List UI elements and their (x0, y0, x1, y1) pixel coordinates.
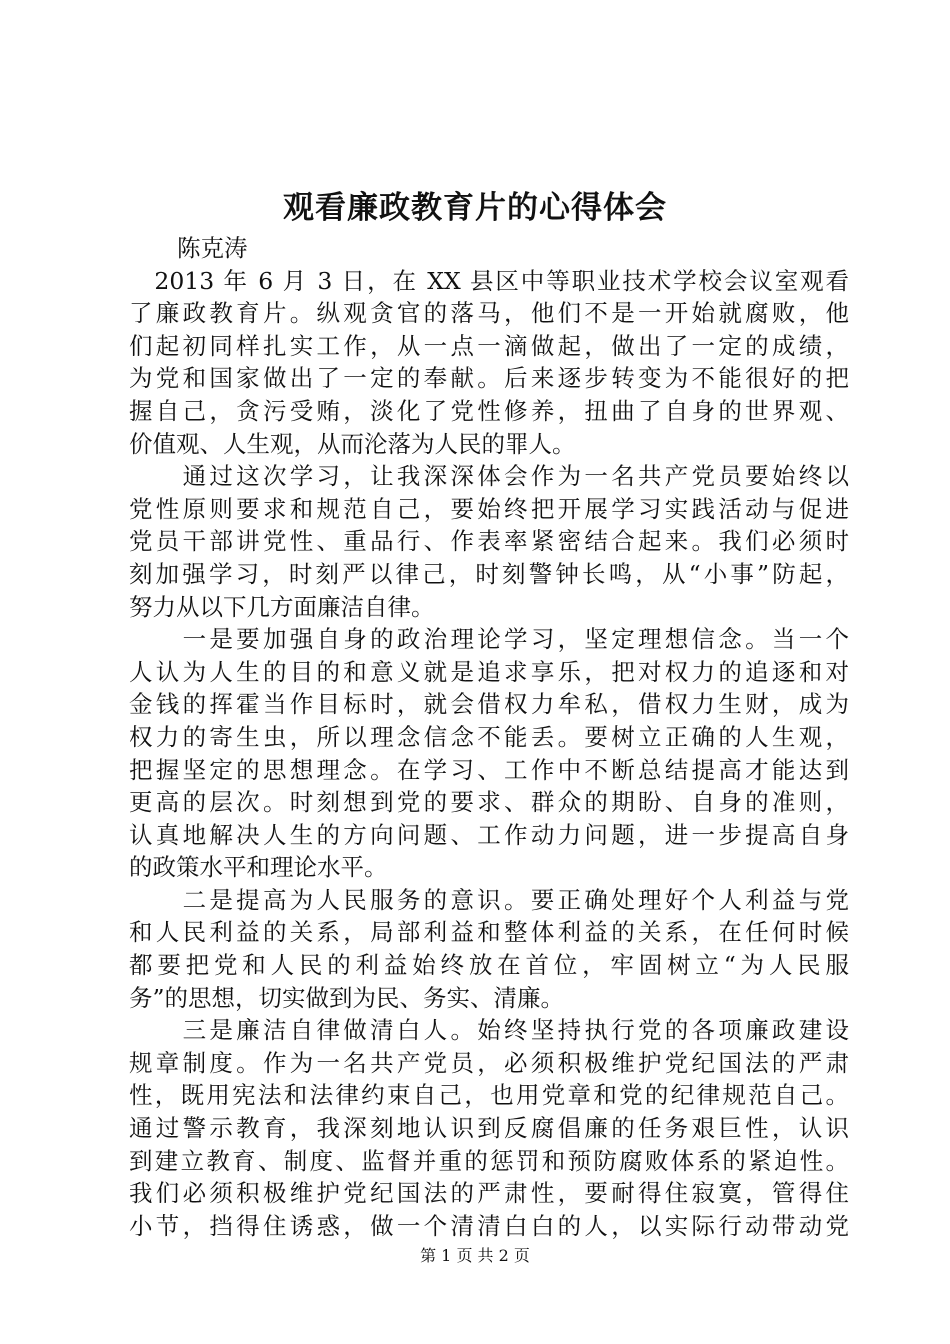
paragraph-line: 把握坚定的思想理念。在学习、工作中不断总结提高才能达到 (129, 755, 849, 784)
paragraph-line: 都要把党和人民的利益始终放在首位，牢固树立“为人民服 (129, 951, 849, 980)
paragraph-line: 刻加强学习，时刻严以律己，时刻警钟长鸣，从“小事”防起， (129, 559, 849, 588)
paragraph-3 (129, 623, 849, 884)
paragraph-line: 和人民利益的关系，局部利益和整体利益的关系，在任何时候 (129, 918, 849, 947)
paragraph-line: 到建立教育、制度、监督并重的惩罚和预防腐败体系的紧迫性。 (129, 1146, 849, 1175)
paragraph-line: 为党和国家做出了一定的奉献。后来逐步转变为不能很好的把 (129, 364, 849, 393)
paragraph-line: 性，既用宪法和法律约束自己，也用党章和党的纪律规范自己。 (129, 1081, 849, 1110)
paragraph-line: 规章制度。作为一名共产党员，必须积极维护党纪国法的严肃 (129, 1048, 849, 1077)
paragraph-4 (129, 884, 849, 1014)
document-title: 观看廉政教育片的心得体会 (283, 190, 667, 226)
paragraph-line: 更高的层次。时刻想到党的要求、群众的期盼、自身的准则， (129, 788, 849, 817)
page-footer: 第 1 页 共 2 页 (420, 1246, 530, 1265)
paragraph-line: 通过警示教育，我深刻地认识到反腐倡廉的任务艰巨性，认识 (129, 1114, 849, 1143)
paragraph-line: 务”的思想，切实做到为民、务实、清廉。 (129, 983, 565, 1012)
paragraph-2 (129, 460, 849, 623)
paragraph-line: 小节，挡得住诱惑，做一个清清白白的人，以实际行动带动党 (129, 1211, 849, 1240)
paragraph-line: 三是廉洁自律做清白人。始终坚持执行党的各项廉政建设 (129, 1016, 849, 1045)
paragraph-line: 一是要加强自身的政治理论学习，坚定理想信念。当一个 (129, 625, 849, 654)
paragraph-line: 的政策水平和理论水平。 (129, 853, 388, 882)
paragraph-5 (129, 1014, 849, 1242)
paragraph-line: 认真地解决人生的方向问题、工作动力问题，进一步提高自身 (129, 820, 849, 849)
paragraph-1 (129, 265, 849, 461)
paragraph-line: 权力的寄生虫，所以理念信念不能丢。要树立正确的人生观， (129, 722, 849, 751)
paragraph-line: 金钱的挥霍当作目标时，就会借权力牟私，借权力生财，成为 (129, 690, 849, 719)
paragraph-line: 了廉政教育片。纵观贪官的落马，他们不是一开始就腐败，他 (129, 299, 849, 328)
paragraph-line: 握自己，贪污受贿，淡化了党性修养，扭曲了自身的世界观、 (129, 396, 849, 425)
paragraph-line: 们起初同样扎实工作，从一点一滴做起，做出了一定的成绩， (129, 331, 849, 360)
paragraph-line: 二是提高为人民服务的意识。要正确处理好个人利益与党 (129, 885, 849, 914)
paragraph-line: 价值观、人生观，从而沦落为人民的罪人。 (129, 429, 576, 458)
paragraph-line: 2013 年 6 月 3 日，在 XX 县区中等职业技术学校会议室观看 (129, 266, 849, 295)
document-body (129, 232, 849, 1242)
paragraph-line: 我们必须积极维护党纪国法的严肃性，要耐得住寂寞，管得住 (129, 1179, 849, 1208)
paragraph-line: 努力从以下几方面廉洁自律。 (129, 592, 435, 621)
paragraph-line: 通过这次学习，让我深深体会作为一名共产党员要始终以 (129, 462, 849, 491)
author-name: 陈克涛 (177, 234, 248, 262)
paragraph-line: 党员干部讲党性、重品行、作表率紧密结合起来。我们必须时 (129, 527, 849, 556)
paragraph-line: 党性原则要求和规范自己，要始终把开展学习实践活动与促进 (129, 494, 849, 523)
paragraph-line: 人认为人生的目的和意义就是追求享乐，把对权力的追逐和对 (129, 657, 849, 686)
